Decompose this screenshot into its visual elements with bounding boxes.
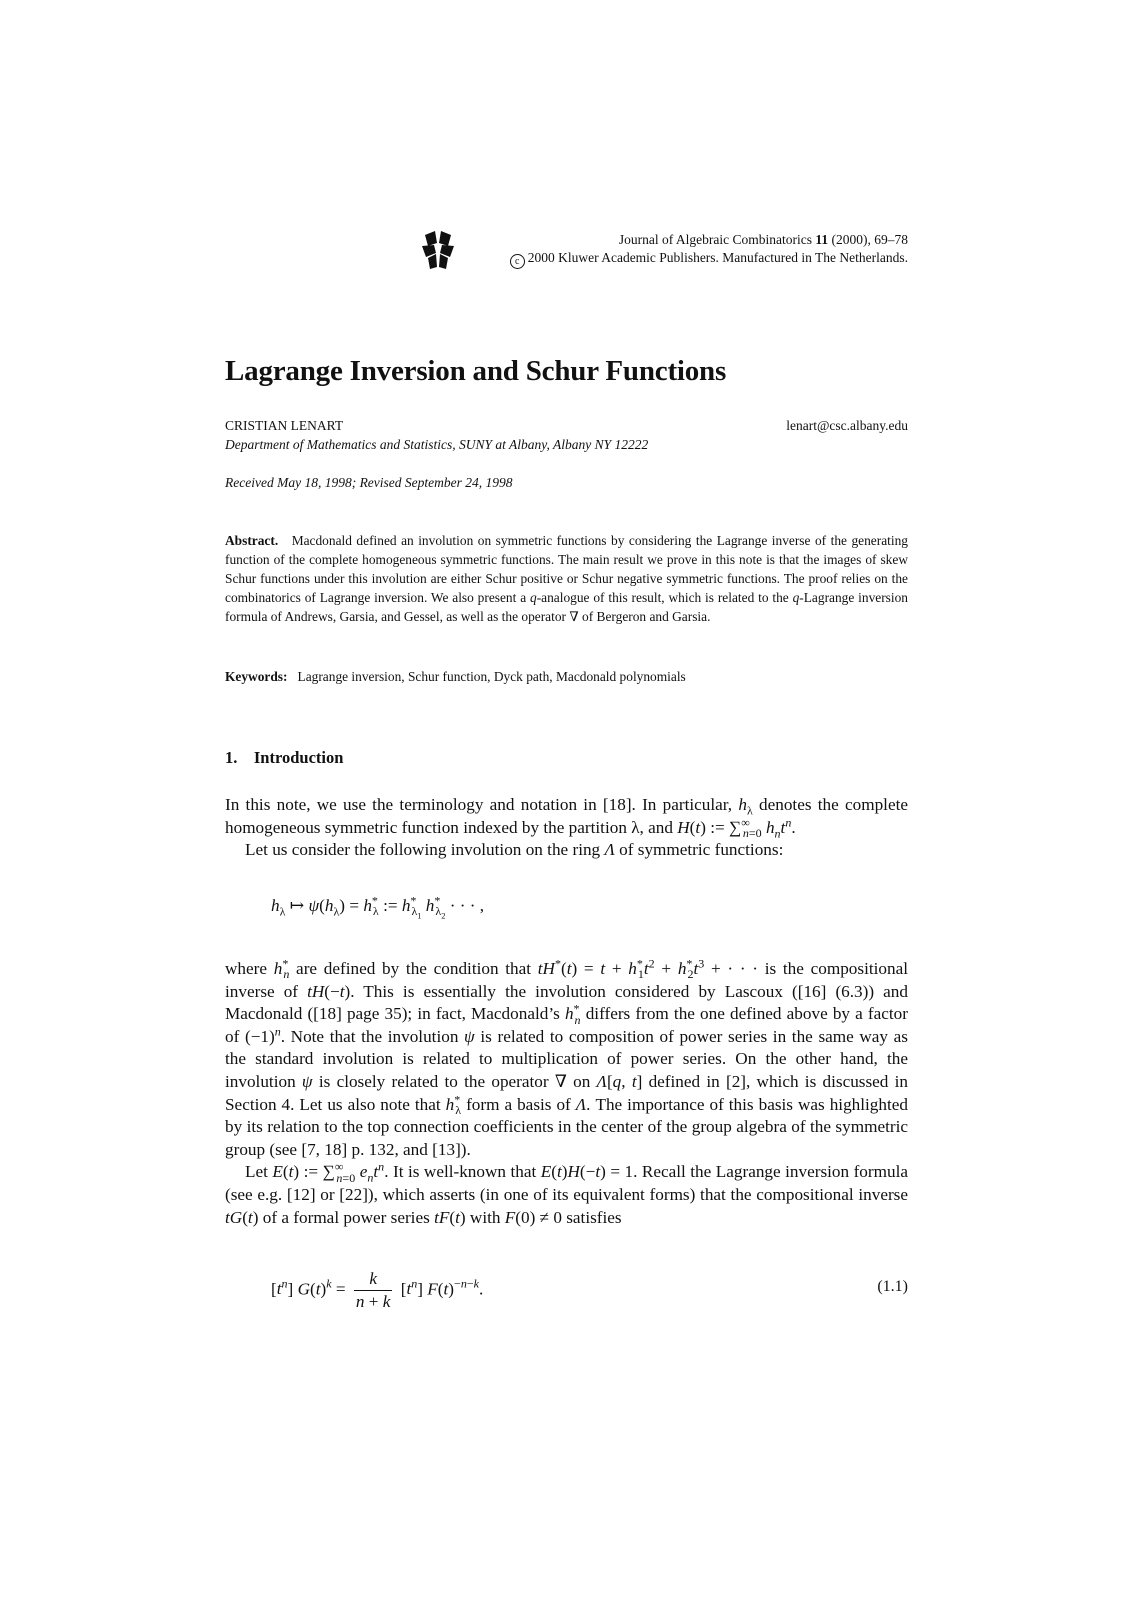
equation-number: (1.1) [877,1278,908,1295]
author-email: lenart@csc.albany.edu [786,418,908,433]
journal-header [422,231,908,269]
copyright-line [510,249,908,269]
abstract: Abstract. Macdonald defined an involution on symmetric functions by considering the Lagrange inverse of the generating function of the complete homogeneous symmetric functions. The main result we prove in this note is that the images of skew Schur functions under this involution are either Schur positive or Schur negative symmetric functions. The proof relies on the combinatorics of Lagrange inversion. We also present a q-analogue of this result, which is related to the q-Lagrange inversion formula of Andrews, Garsia, and Gessel, as well as the operator ∇ of Bergeron and Garsia. [225,533,908,624]
copyright-text: 2000 Kluwer Academic Publishers. Manufactured in The Netherlands. [527,250,908,265]
fraction: $\frac{k}{n + k}$ [355,1269,391,1311]
copyright-icon: c [510,254,525,269]
intro-paragraph-2: where $h^*_n$ are defined by the condition that $tH^*(t) = t + h^*_1t^2 + h^*_2t^3$ + · · · is the compositional inverse of tH(−t). This is essentially the involution considered by Lascoux ([16] (6.3)) and Macdonald ([18] page 35); in fact, Macdonald’s $h^*_n$ differs from the one defined above by a factor of $(-1)^n$. Note that the involution ψ is related to composition of power series in the same way as the standard involution is related to multiplication of power series. On the other hand, the involution ψ is closely related to the operator ∇ on Λ[q, t] defined in [2], which is discussed in Section 4. Let us also note that $h^*_\lambda$ form a basis of Λ. The importance of this basis was highlighted by its relation to the top connection coefficients in the center of the group algebra of the symmetric group (see [7, 18] p. 132, and [13]). Let E(t) := $\sum^\infty_{n=0}$ $e_nt^n$. It is well-known that E(t)H(−t) = 1. Recall the Lagrange inversion formula (see e.g. [12] or [22]), which asserts (in one of its equivalent forms) that the compositional inverse tG(t) of a formal power series tF(t) with F(0) ≠ 0 satisfies [225,956,909,1227]
journal-citation [619,231,908,248]
journal-year-pages: (2000), 69–78 [831,232,908,247]
keywords [225,669,686,685]
keywords-label: Keywords: [225,669,288,684]
kluwer-logo-icon [422,231,454,269]
journal-volume: 11 [815,232,829,247]
abstract-label: Abstract. [225,533,279,548]
received-dates: Received May 18, 1998; Revised September 24, 1998 [225,475,513,490]
author-name: CRISTIAN LENART [225,418,344,433]
equation-involution: $h_\lambda$ ↦ $\psi(h_\lambda) = h^*_\lambda$ := $h^*_{\lambda_1}$ $h^*_{\lambda_2}$ · · · , [271,893,485,921]
keywords-text: Lagrange inversion, Schur function, Dyck path, Macdonald polynomials [297,669,686,684]
paper-title: Lagrange Inversion and Schur Functions [225,355,727,387]
journal-name: Journal of Algebraic Combinatorics [618,232,812,247]
section-heading: 1. Introduction [225,748,344,767]
equation-lagrange-inversion: $[t^n] G(t)^k$ = $\frac{k}{n + k}$ $[t^n]$ $F(t)^{-n-k}$. [271,1269,484,1311]
intro-paragraph-1: In this note, we use the terminology and notation in [18]. In particular, $h_\lambda$ denotes the complete homogeneous symmetric function indexed by the partition λ, and H(t) := $\sum^\infty_{n=0}$ $h_nt^n$. Let us consider the following involution on the ring Λ of symmetric functions: [225,795,908,860]
author-affiliation: Department of Mathematics and Statistics, SUNY at Albany, Albany NY 12222 [225,437,649,452]
